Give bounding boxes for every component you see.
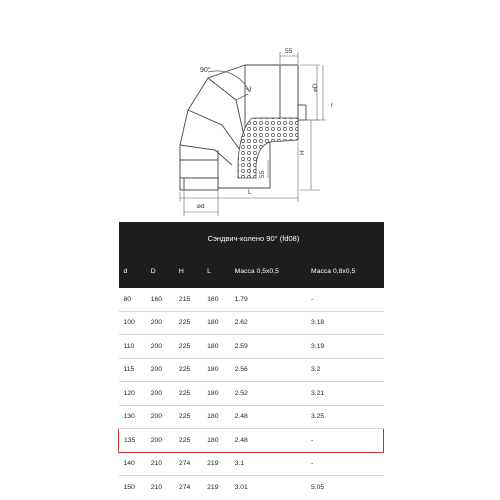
table-title-row xyxy=(119,222,384,255)
table-cell: 2.52 xyxy=(230,382,306,406)
table-cell: 210 xyxy=(150,483,163,491)
table-row xyxy=(119,429,384,453)
table-cell: 200 xyxy=(146,311,174,335)
table-cell: 3.25 xyxy=(306,405,384,429)
table-cell: 225 xyxy=(174,311,202,335)
table-cell: 225 xyxy=(174,429,202,453)
spec-table xyxy=(118,222,384,499)
table-cell: 274 xyxy=(178,483,191,491)
table-cell: 110 xyxy=(119,335,146,359)
table-cell: 200 xyxy=(146,358,174,382)
table-cell: 115 xyxy=(119,358,146,382)
header-l: L xyxy=(202,255,229,288)
table-cell: 160 xyxy=(146,288,174,311)
table-row xyxy=(119,405,384,429)
table-cell: 3.2 xyxy=(306,358,384,382)
table-cell: 180 xyxy=(202,382,229,406)
table-cell: 2.62 xyxy=(230,311,306,335)
table-cell: - xyxy=(306,452,384,476)
dim-bottom-d: ⌀d xyxy=(197,203,205,210)
dim-top-width: 55 xyxy=(285,48,293,55)
table-row xyxy=(119,452,384,476)
table-cell: 2.48 xyxy=(230,405,306,429)
table-cell: 200 xyxy=(146,405,174,429)
table-body xyxy=(119,288,384,499)
table-cell: 225 xyxy=(174,405,202,429)
header-big-d: D xyxy=(146,255,174,288)
table-cell: 1.79 xyxy=(230,288,306,311)
dim-l: L xyxy=(248,189,252,196)
table-cell: 3.19 xyxy=(306,335,384,359)
table-cell: - xyxy=(306,429,384,453)
table-row xyxy=(119,288,384,311)
header-mass-08: Масса 0,8х0,5 xyxy=(306,255,384,288)
elbow-technical-drawing xyxy=(0,0,500,222)
table-cell: 3.1 xyxy=(230,452,306,476)
table-cell: 130 xyxy=(119,405,146,429)
header-d: d xyxy=(119,255,146,288)
table-cell: 3.18 xyxy=(306,311,384,335)
table-row xyxy=(119,476,384,499)
table-cell: 180 xyxy=(202,429,229,453)
table-cell: 200 xyxy=(146,335,174,359)
table-cell: 180 xyxy=(202,335,229,359)
table-cell: 5.05 xyxy=(310,483,325,491)
table-cell: 150 xyxy=(123,483,135,491)
table-row xyxy=(119,358,384,382)
table-cell: 215 xyxy=(174,288,202,311)
table-cell: 120 xyxy=(119,382,146,406)
table-title: Сэндвич-колено 90° (fd08) xyxy=(119,222,384,255)
angle-label: 90° xyxy=(200,67,211,74)
table-row xyxy=(119,335,384,359)
table-cell: 100 xyxy=(119,311,146,335)
header-h: H xyxy=(174,255,202,288)
table-cell: 200 xyxy=(146,429,174,453)
table-cell: 180 xyxy=(202,358,229,382)
table-cell: 3.21 xyxy=(306,382,384,406)
table-cell: 225 xyxy=(174,335,202,359)
table-cell: 274 xyxy=(174,452,202,476)
table-cell: 210 xyxy=(146,452,174,476)
table-row xyxy=(119,382,384,406)
table-cell: 219 xyxy=(207,483,219,491)
table-cell: 80 xyxy=(119,288,146,311)
table-cell: 180 xyxy=(202,311,229,335)
header-mass-05: Масса 0,5х0,5 xyxy=(230,255,306,288)
table-cell: 140 xyxy=(119,452,146,476)
table-cell: 225 xyxy=(174,382,202,406)
table-cell: 200 xyxy=(146,382,174,406)
dim-r: r xyxy=(331,102,334,109)
table-cell: 135 xyxy=(119,429,146,453)
table-row xyxy=(119,311,384,335)
dim-right-d: ⌀D xyxy=(312,83,319,92)
dim-h: H xyxy=(299,150,306,155)
table-cell: 225 xyxy=(174,358,202,382)
dim-bottom-height: 55 xyxy=(259,170,266,178)
table-header-row xyxy=(119,255,384,288)
table-cell: - xyxy=(306,288,384,311)
table-cell: 2.48 xyxy=(230,429,306,453)
table-cell: 219 xyxy=(202,452,229,476)
table-cell: 3.01 xyxy=(234,483,248,491)
table-cell: 160 xyxy=(202,288,229,311)
table-cell: 180 xyxy=(202,405,229,429)
table-cell: 2.59 xyxy=(230,335,306,359)
table-cell: 2.56 xyxy=(230,358,306,382)
